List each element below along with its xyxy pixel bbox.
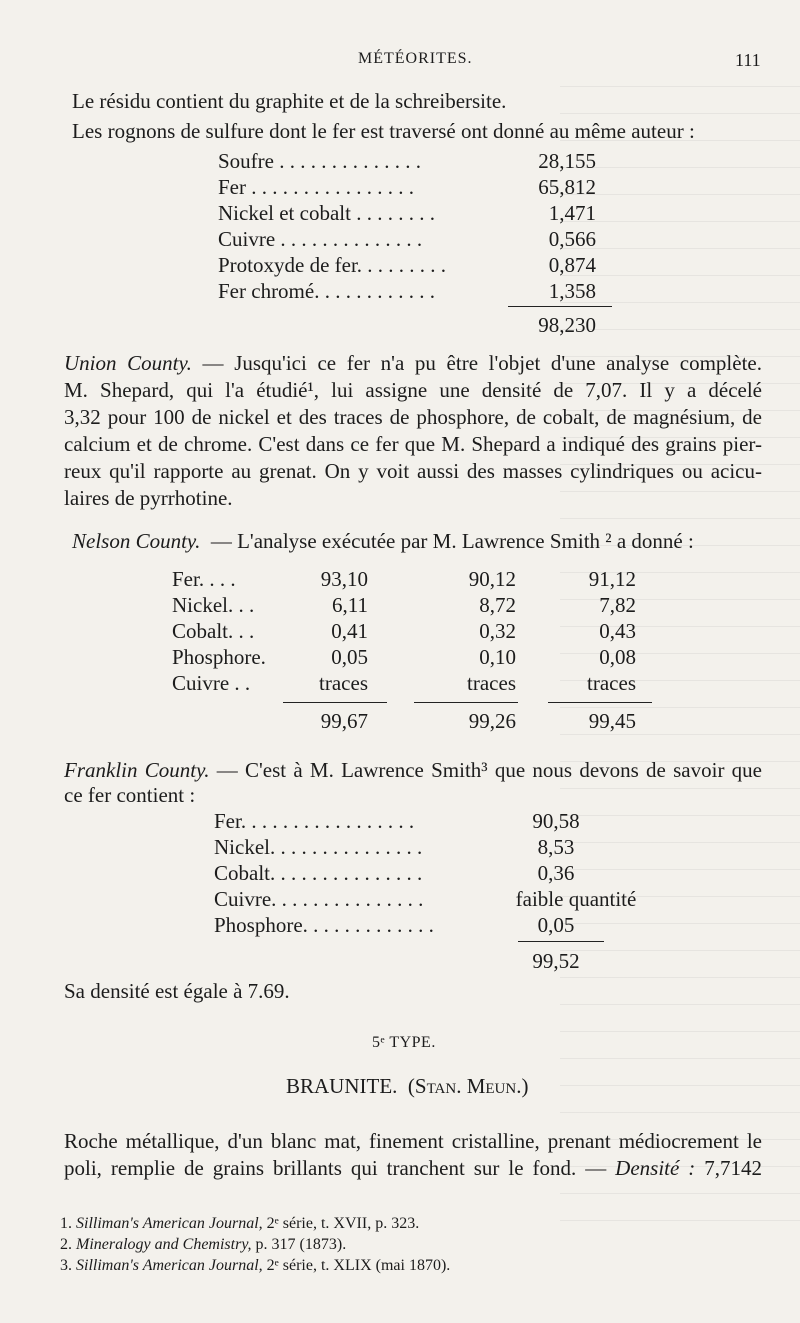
value-col-2: 8,72 — [479, 593, 516, 617]
value-col-3: 91,12 — [588, 567, 636, 591]
total-col-1: 99,67 — [320, 709, 368, 733]
row-label: Fer. . . . . . . . . . . . . . . . . — [214, 809, 415, 833]
row-label: Fer . . . . . . . . . . . . . . . . — [218, 175, 414, 199]
sum-rule — [518, 941, 604, 942]
row-value: faible quantité — [515, 887, 637, 911]
value-col-3: 0,43 — [599, 619, 636, 643]
section-type-heading: 5ᵉ TYPE. — [372, 1034, 436, 1051]
sum-rule — [414, 702, 518, 703]
paragraph-line: M. Shepard, qui l'a étudié¹, lui assigne une densité de 7,07. Il y a décelé — [64, 378, 762, 402]
locality-name: Franklin County. — [64, 758, 210, 782]
row-value: 1,358 — [548, 279, 596, 303]
row-label: Nickel et cobalt . . . . . . . . — [218, 201, 435, 225]
value-col-2: 0,32 — [479, 619, 516, 643]
paragraph-line: laires de pyrrhotine. — [64, 486, 233, 510]
nelson-county-intro: Nelson County. — L'analyse exécutée par M. Lawrence Smith ² a donné : — [72, 529, 694, 553]
franklin-intro-line-2: ce fer contient : — [64, 783, 196, 807]
intro-line-2: Les rognons de sulfure dont le fer est traversé ont donné au même auteur : — [72, 119, 695, 143]
braunite-line-2: poli, remplie de grains brillants qui tranchent sur le fond. — Densité : 7,7142 — [64, 1156, 762, 1180]
paragraph-line: 3,32 pour 100 de nickel et des traces de phosphore, de cobalt, de magnésium, de — [64, 405, 762, 429]
value-col-2: 90,12 — [468, 567, 516, 591]
locality-name: Union County. — [64, 351, 192, 375]
franklin-county-intro: Franklin County. — C'est à M. Lawrence Smith³ que nous devons de savoir que — [64, 758, 763, 782]
value-col-2: 0,10 — [479, 645, 516, 669]
sum-rule — [508, 306, 612, 307]
row-label: Phosphore. — [172, 645, 266, 669]
row-label: Cobalt. . . . . . . . . . . . . . . — [214, 861, 423, 885]
row-label: Fer. . . . — [172, 567, 236, 591]
authors: (Stan. Meun.) — [407, 1074, 529, 1098]
row-value: 90,58 — [532, 809, 580, 833]
value-col-1: 6,11 — [332, 593, 368, 617]
value-col-1: traces — [319, 671, 368, 695]
footnote: 1. Silliman's American Journal, 2ᵉ série, t. XVII, p. 323. — [60, 1215, 420, 1232]
intro-line-1: Le résidu contient du graphite et de la schreibersite. — [72, 89, 507, 113]
row-value: 0,36 — [537, 861, 575, 885]
value-col-3: 0,08 — [599, 645, 636, 669]
row-value: 0,874 — [548, 253, 596, 277]
paragraph-line: Union County. — Jusqu'ici ce fer n'a pu être l'objet d'une analyse complète. — [64, 351, 762, 375]
braunite-heading — [286, 1073, 528, 1099]
paragraph-line: reux qu'il rapporte au grenat. On y voit aussi des masses cylindriques ou acicu- — [64, 459, 762, 483]
value-col-3: traces — [587, 671, 636, 695]
row-label: Cuivre . . . . . . . . . . . . . . — [218, 227, 423, 251]
row-label: Cuivre. . . . . . . . . . . . . . . — [214, 887, 424, 911]
total-value: 99,52 — [532, 949, 580, 973]
row-value: 0,566 — [548, 227, 596, 251]
row-label: Cuivre . . — [172, 671, 251, 695]
sum-rule — [548, 702, 652, 703]
row-value: 1,471 — [548, 201, 596, 225]
row-value: 0,05 — [537, 913, 575, 937]
value-col-1: 0,05 — [331, 645, 368, 669]
value-col-2: traces — [467, 671, 516, 695]
running-header — [0, 50, 800, 80]
sum-rule — [283, 702, 387, 703]
row-label: Soufre . . . . . . . . . . . . . . — [218, 149, 421, 173]
row-value: 8,53 — [537, 835, 575, 859]
braunite-line-1: Roche métallique, d'un blanc mat, finement cristalline, prenant médiocrement le — [64, 1129, 762, 1153]
footnote: 2. Mineralogy and Chemistry, p. 317 (1873). — [60, 1236, 347, 1253]
row-label: Nickel. . . . . . . . . . . . . . . — [214, 835, 423, 859]
density-label: Densité : — [615, 1156, 696, 1180]
footnote: 3. Silliman's American Journal, 2ᵉ série, t. XLIX (mai 1870). — [60, 1257, 451, 1274]
page-number: 111 — [735, 50, 761, 70]
density-value: 7,7142 — [704, 1156, 762, 1180]
paragraph-line: calcium et de chrome. C'est dans ce fer que M. Shepard a indiqué des grains pier- — [64, 432, 762, 456]
locality-name: Nelson County. — [72, 529, 201, 553]
row-label: Cobalt. . . — [172, 619, 255, 643]
total-col-3: 99,45 — [588, 709, 636, 733]
value-col-1: 0,41 — [331, 619, 368, 643]
value-col-3: 7,82 — [599, 593, 636, 617]
row-label: Protoxyde de fer. . . . . . . . . — [218, 253, 447, 277]
row-label: Phosphore. . . . . . . . . . . . . — [214, 913, 434, 937]
total-value: 98,230 — [538, 313, 596, 337]
mineral-title: BRAUNITE. — [286, 1074, 398, 1098]
header-title: MÉTÉORITES. — [358, 50, 473, 67]
row-value: 65,812 — [538, 175, 596, 199]
value-col-1: 93,10 — [320, 567, 368, 591]
row-value: 28,155 — [538, 149, 596, 173]
total-col-2: 99,26 — [468, 709, 516, 733]
density-line: Sa densité est égale à 7.69. — [64, 979, 290, 1003]
row-label: Nickel. . . — [172, 593, 255, 617]
row-label: Fer chromé. . . . . . . . . . . . — [218, 279, 435, 303]
